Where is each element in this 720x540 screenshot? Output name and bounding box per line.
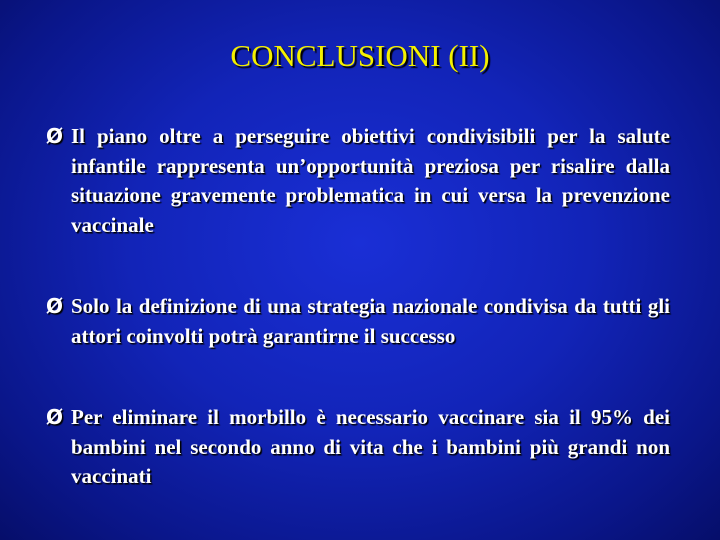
arrow-bullet-icon: Ø: [46, 124, 64, 148]
bullet-text: Solo la definizione di una strategia nazionale condivisa da tutti gli attori coinvolti potrà garantirne il successo: [71, 294, 670, 348]
arrow-bullet-icon: Ø: [46, 405, 64, 429]
bullet-text: Il piano oltre a perseguire obiettivi condivisibili per la salute infantile rappresenta un’opportunità preziosa per risalire dalla situazione gravemente problematica in cui versa la prevenzione vaccinale: [71, 124, 670, 237]
slide-title: CONCLUSIONI (II): [230, 38, 490, 73]
bullet-item-1: [46, 122, 670, 240]
bullet-list: [46, 122, 670, 492]
bullet-text: Per eliminare il morbillo è necessario vaccinare sia il 95% dei bambini nel secondo anno di vita che i bambini più grandi non vaccinati: [71, 405, 670, 488]
arrow-bullet-icon: Ø: [46, 294, 64, 318]
bullet-item-3: [46, 403, 670, 492]
bullet-item-2: [46, 292, 670, 351]
